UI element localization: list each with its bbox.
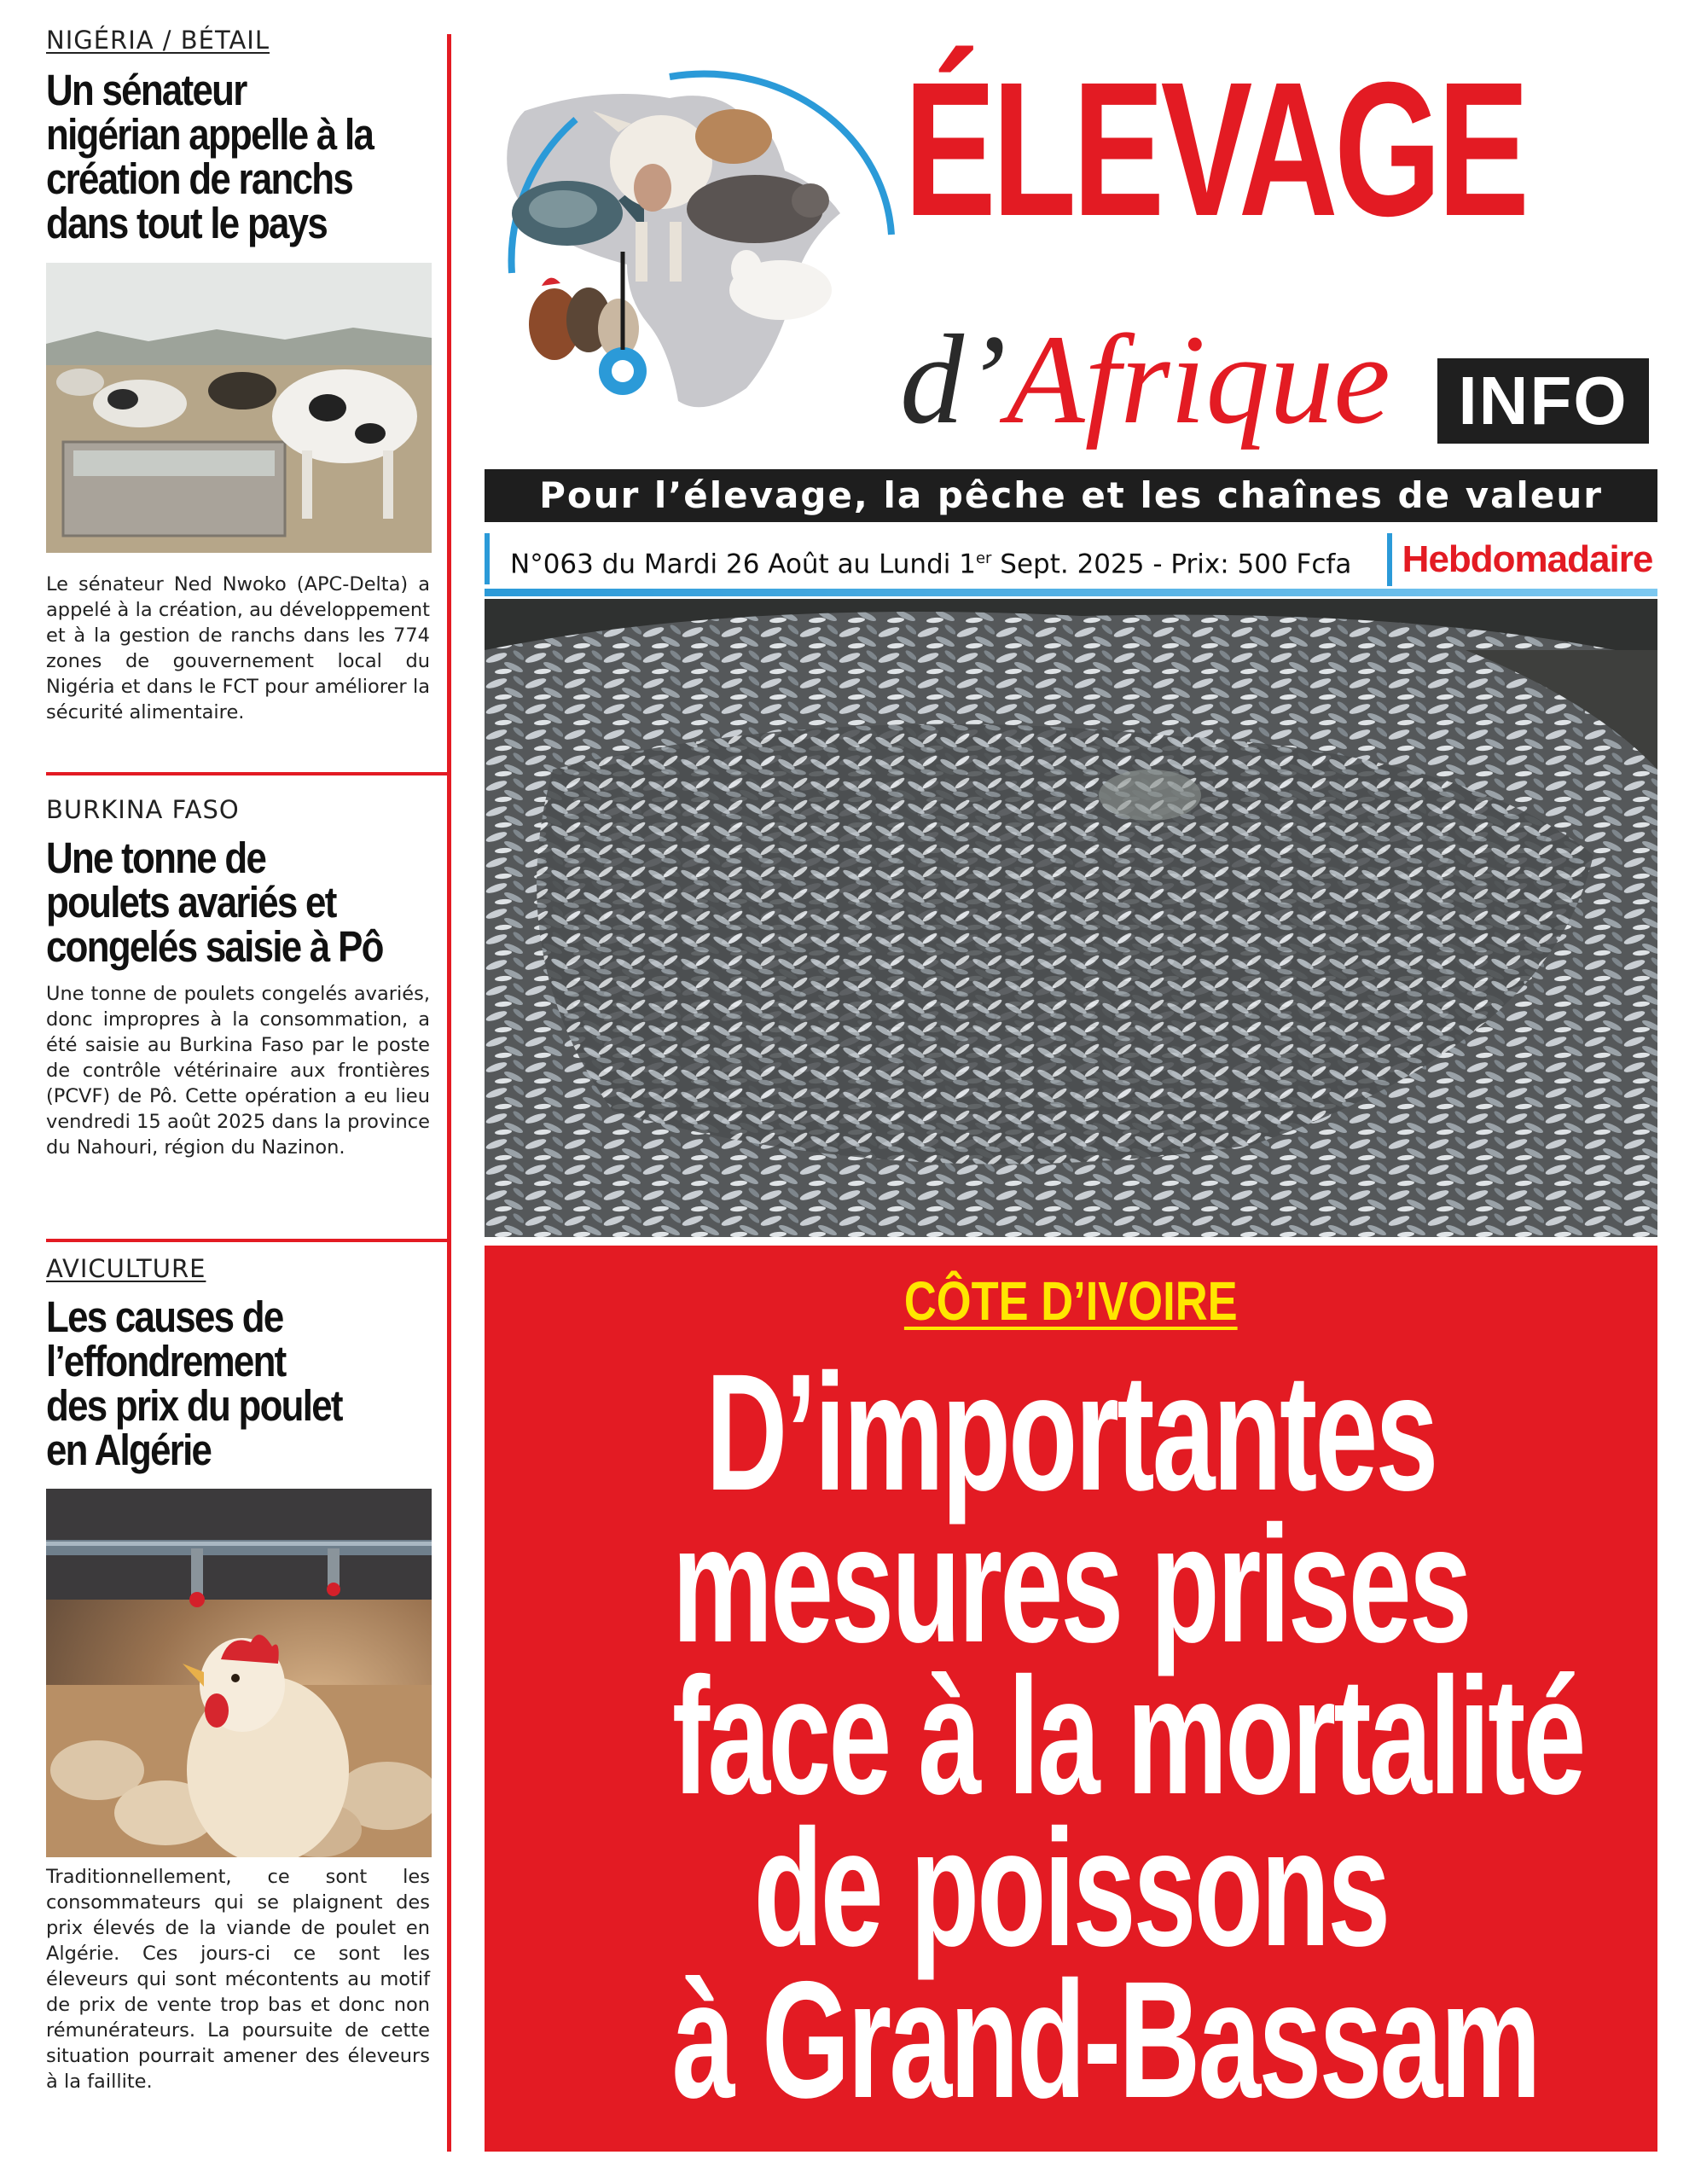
lead-headline: D’importantes mesures prises face à la mortalité de poissons à Grand-Bassam [672, 1339, 1584, 2133]
frequency-badge: Hebdomadaire [1387, 533, 1663, 586]
chicken-photo [46, 1489, 432, 1857]
article-divider [46, 772, 447, 775]
masthead-subtitle-afrique: Afrique [1006, 309, 1390, 450]
info-badge: INFO [1437, 358, 1649, 444]
article-kicker-burkina: BURKINA FASO [46, 795, 240, 824]
africa-animals-logo [491, 51, 917, 435]
masthead-logo[interactable] [491, 51, 917, 435]
masthead-subtitle [900, 311, 1390, 448]
article-body-nigeria: Le sénateur Ned Nwoko (APC-Delta) a appelé à la création, au développement et à la gestion de ranchs dans les 774 zones de gouvernement local du Nigéria et dans le FCT pour améliorer la sécurité alimentaire. [46, 573, 430, 723]
cattle-photo [46, 263, 432, 553]
masthead-subtitle-d: d’ [900, 309, 1007, 450]
article-headline-aviculture[interactable]: Les causes de l’effondrement des prix du poulet en Algérie [46, 1292, 342, 1474]
lead-headline-box[interactable] [485, 1246, 1657, 2152]
article-headline-nigeria[interactable]: Un sénateur nigérian appelle à la création de ranchs dans tout le pays [46, 66, 374, 247]
lead-kicker: CÔTE D’IVOIRE [904, 1270, 1238, 1332]
tagline-bar: Pour l’élevage, la pêche et les chaînes de valeur [485, 469, 1657, 522]
article-kicker-nigeria: NIGÉRIA / BÉTAIL [46, 26, 270, 55]
article-divider [46, 1239, 447, 1242]
article-headline-burkina[interactable]: Une tonne de poulets avariés et congelés saisie à Pô [46, 834, 383, 971]
article-body-aviculture: Traditionnellement, ce sont les consommateurs qui se plaignent des prix élevés de la viande de poulet en Algérie. Ces jours-ci ce sont les éleveurs qui sont mécontents au motif de prix de vente trop bas et donc non rémunérateurs. La poursuite de cette situation pourrait amener des éleveurs à la faillite. [46, 1866, 430, 2093]
article-body-burkina: Une tonne de poulets congelés avariés, donc impropres à la consommation, a été saisie au Burkina Faso par le poste de contrôle vétérinaire aux frontières (PCVF) de Pô. Cette opération a eu lieu vendredi 15 août 2025 dans la province du Nahouri, région du Nazinon. [46, 983, 430, 1159]
blue-rule [485, 589, 1657, 596]
masthead-title[interactable]: ÉLEVAGE [904, 43, 1526, 256]
issue-info: N°063 du Mardi 26 Août au Lundi 1er Sept. 2025 - Prix: 500 Fcfa [485, 533, 1380, 584]
dead-fish-photo [485, 599, 1657, 1237]
column-divider [447, 34, 451, 2152]
fish-texture [485, 599, 1657, 1237]
article-kicker-aviculture: AVICULTURE [46, 1254, 206, 1283]
